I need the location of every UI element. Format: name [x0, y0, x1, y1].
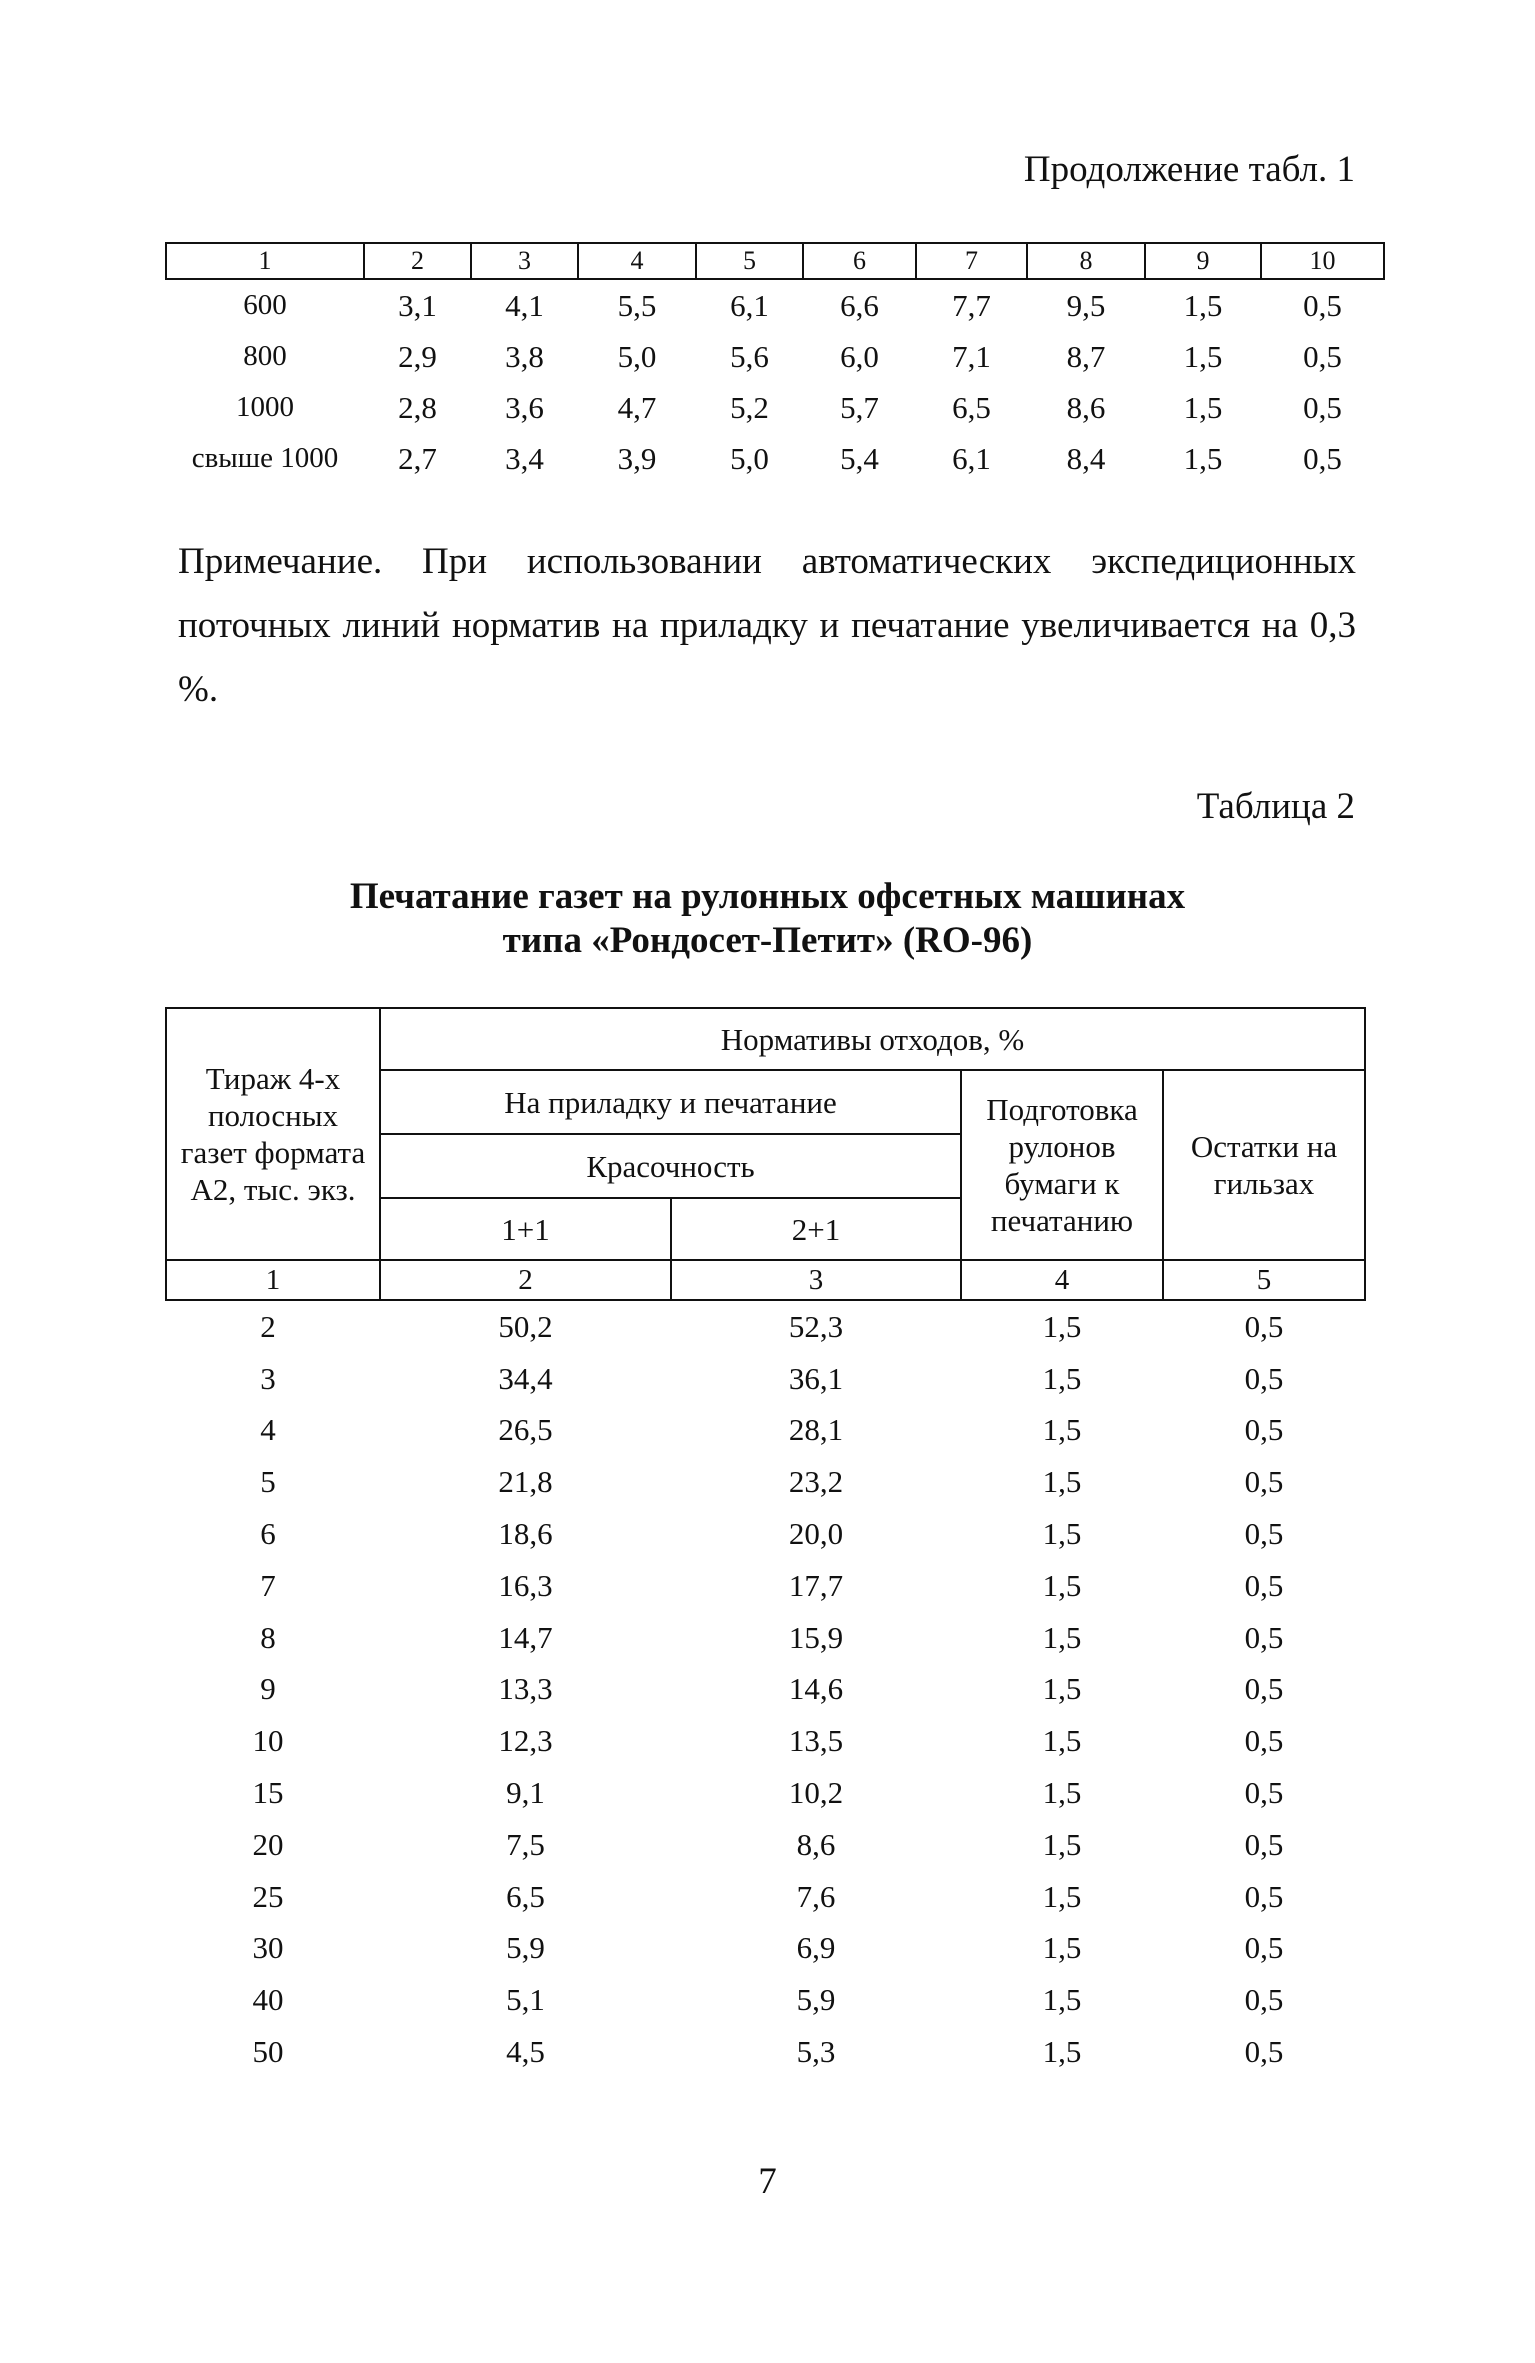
table-cell: 6,1 — [952, 440, 991, 476]
table-cell: 5,9 — [796, 1982, 836, 2018]
table-cell: 8,6 — [796, 1826, 836, 1862]
table-cell: 14,7 — [498, 1619, 553, 1655]
table-cell: 7 — [260, 1567, 276, 1603]
header-waste-norms: Нормативы отходов, % — [380, 1008, 1365, 1070]
table-cell: 12,3 — [498, 1723, 553, 1759]
table-cell: 0,5 — [1244, 1464, 1284, 1500]
table-cell: 1,5 — [1042, 1308, 1082, 1344]
table-cell: 0,5 — [1244, 2034, 1284, 2070]
table-cell: 3,9 — [617, 440, 657, 476]
table-2-column-number: 2 — [380, 1260, 671, 1300]
table-cell: 600 — [243, 289, 287, 321]
table-row — [166, 279, 1384, 331]
table-cell: 0,5 — [1244, 1878, 1284, 1914]
table-cell: 6,0 — [840, 338, 879, 374]
table-2-column-number: 1 — [166, 1260, 380, 1300]
table-cell: 2,8 — [398, 389, 437, 425]
table-row — [166, 1819, 1365, 1871]
table-cell: 0,5 — [1244, 1360, 1284, 1396]
table-cell: 5,7 — [840, 389, 879, 425]
table-cell: 10,2 — [788, 1775, 844, 1811]
table-cell: 0,5 — [1244, 1775, 1284, 1811]
table-cell: 3 — [260, 1360, 276, 1396]
table-row — [166, 1923, 1365, 1975]
table-cell: 0,5 — [1244, 1619, 1284, 1655]
table-row — [166, 1664, 1365, 1716]
table-cell: 5,5 — [617, 287, 657, 323]
table-cell: 0,5 — [1244, 1308, 1284, 1344]
header-colors-2-1: 2+1 — [671, 1198, 961, 1260]
table-cell: 25 — [252, 1878, 284, 1914]
table-cell: 17,7 — [788, 1567, 844, 1603]
table-2-column-number: 5 — [1163, 1260, 1365, 1300]
table-cell: 18,6 — [498, 1516, 553, 1552]
table-row — [166, 1456, 1365, 1508]
table-cell: 20,0 — [788, 1516, 844, 1552]
table-row — [166, 1405, 1365, 1457]
table-cell: 50,2 — [498, 1308, 553, 1344]
table-cell: 5 — [260, 1464, 276, 1500]
table-cell: 34,4 — [498, 1360, 553, 1396]
table-cell: 50 — [252, 2034, 284, 2070]
table-cell: 0,5 — [1244, 1516, 1284, 1552]
table-cell: 1,5 — [1042, 1775, 1082, 1811]
table-cell: 2,7 — [398, 440, 437, 476]
table-2 — [165, 1007, 1366, 2078]
table-row — [166, 433, 1384, 484]
table-row — [166, 1560, 1365, 1612]
table-cell: 15,9 — [788, 1619, 844, 1655]
table-row — [166, 1612, 1365, 1664]
table-cell: 9,5 — [1066, 287, 1106, 323]
table-cell: 14,6 — [788, 1671, 844, 1707]
header-colors-1-1: 1+1 — [380, 1198, 671, 1260]
table-1-column-number: 9 — [1145, 243, 1261, 279]
table-row — [166, 1767, 1365, 1819]
table-row — [166, 1508, 1365, 1560]
header-makeready-printing: На приладку и печатание — [380, 1070, 961, 1134]
table-cell: 0,5 — [1244, 1723, 1284, 1759]
table-cell: 1,5 — [1183, 440, 1223, 476]
table-cell: 3,8 — [505, 338, 544, 374]
table-cell: 26,5 — [498, 1412, 553, 1448]
table-cell: 1,5 — [1042, 1412, 1082, 1448]
table-cell: 52,3 — [788, 1308, 844, 1344]
table-cell: 0,5 — [1244, 1671, 1284, 1707]
table-cell: 4,1 — [505, 287, 544, 323]
table-2-column-numbers — [166, 1260, 1365, 1300]
table-cell: 4 — [260, 1412, 276, 1448]
table-cell: 0,5 — [1303, 440, 1342, 476]
table-1-column-number: 2 — [364, 243, 471, 279]
table-row — [166, 1974, 1365, 2026]
table-cell: 7,7 — [952, 287, 991, 323]
table-cell: 8,7 — [1066, 338, 1106, 374]
table-cell: свыше 1000 — [191, 442, 339, 474]
table-cell: 1000 — [236, 391, 294, 423]
table-cell: 0,5 — [1244, 1826, 1284, 1862]
table-cell: 1,5 — [1042, 1464, 1082, 1500]
table-cell: 3,1 — [398, 287, 437, 323]
table-cell: 6,9 — [796, 1930, 836, 1966]
table-cell: 0,5 — [1244, 1982, 1284, 2018]
table-cell: 9 — [260, 1671, 276, 1707]
table-1-header-row — [166, 243, 1384, 279]
table-1-column-number: 8 — [1027, 243, 1145, 279]
table-cell: 1,5 — [1183, 338, 1223, 374]
table-cell: 36,1 — [788, 1360, 844, 1396]
table-cell: 6,5 — [506, 1878, 545, 1914]
table-2-title — [0, 875, 1535, 963]
table-cell: 6,1 — [730, 287, 769, 323]
table-cell: 1,5 — [1042, 1723, 1082, 1759]
table-row — [166, 1715, 1365, 1767]
table-cell: 21,8 — [498, 1464, 553, 1500]
table-1-continuation — [165, 242, 1385, 484]
table-cell: 7,5 — [506, 1826, 545, 1862]
table-cell: 1,5 — [1042, 1671, 1082, 1707]
table-cell: 1,5 — [1183, 389, 1223, 425]
table-cell: 3,4 — [505, 440, 544, 476]
table-cell: 2,9 — [398, 338, 437, 374]
header-core-remains: Остатки на гильзах — [1163, 1070, 1365, 1260]
table-cell: 1,5 — [1042, 1360, 1082, 1396]
table-cell: 1,5 — [1042, 1567, 1082, 1603]
table-cell: 1,5 — [1042, 1826, 1082, 1862]
table-row — [166, 1353, 1365, 1405]
table-cell: 5,1 — [506, 1982, 545, 2018]
header-circulation: Тираж 4-х полосных газет формата А2, тыс. экз. — [166, 1008, 380, 1260]
page-number: 7 — [758, 2161, 777, 2202]
table-cell: 8 — [260, 1619, 276, 1655]
table-cell: 6,6 — [840, 287, 879, 323]
table-cell: 40 — [252, 1982, 284, 2018]
table-cell: 5,0 — [730, 440, 769, 476]
table-1-column-number: 10 — [1261, 243, 1384, 279]
table-cell: 5,2 — [730, 389, 769, 425]
table-cell: 1,5 — [1042, 1878, 1082, 1914]
table-cell: 6 — [260, 1516, 276, 1552]
table-1-note: Примечание. При использовании автоматических экспедиционных поточных линий норматив на приладку и печатание увеличивается на 0,3 %. — [178, 541, 1356, 710]
table-cell: 3,6 — [505, 389, 544, 425]
table-cell: 1,5 — [1042, 1516, 1082, 1552]
header-roll-preparation: Подготовка рулонов бумаги к печатанию — [961, 1070, 1163, 1260]
table-cell: 4,7 — [617, 389, 657, 425]
header-colors: Красочность — [380, 1134, 961, 1198]
table-cell: 1,5 — [1183, 287, 1223, 323]
table-cell: 5,6 — [730, 338, 769, 374]
table-cell: 0,5 — [1303, 338, 1342, 374]
continuation-title: Продолжение табл. 1 — [1023, 149, 1355, 190]
table-cell: 0,5 — [1303, 389, 1342, 425]
table-1-column-number: 7 — [916, 243, 1027, 279]
table-cell: 8,6 — [1066, 389, 1106, 425]
table-cell: 10 — [252, 1723, 284, 1759]
table-cell: 1,5 — [1042, 1982, 1082, 2018]
table-cell: 1,5 — [1042, 1930, 1082, 1966]
table-cell: 5,3 — [796, 2034, 836, 2070]
table-row — [166, 331, 1384, 382]
table-row — [166, 382, 1384, 433]
table-cell: 30 — [252, 1930, 284, 1966]
table-cell: 16,3 — [498, 1567, 553, 1603]
table-row — [166, 1871, 1365, 1923]
table-cell: 7,6 — [796, 1878, 836, 1914]
table-1-column-number: 3 — [471, 243, 578, 279]
table-1-column-number: 4 — [578, 243, 696, 279]
table-2-column-number: 4 — [961, 1260, 1163, 1300]
table-cell: 5,0 — [617, 338, 657, 374]
table-cell: 28,1 — [788, 1412, 844, 1448]
table-cell: 15 — [252, 1775, 284, 1811]
table-cell: 20 — [252, 1826, 284, 1862]
table-cell: 2 — [260, 1308, 276, 1344]
table-cell: 9,1 — [506, 1775, 545, 1811]
table-cell: 13,3 — [498, 1671, 553, 1707]
table-cell: 0,5 — [1244, 1412, 1284, 1448]
table-cell: 13,5 — [788, 1723, 844, 1759]
table-cell: 5,4 — [840, 440, 879, 476]
table-cell: 0,5 — [1244, 1567, 1284, 1603]
table-cell: 800 — [243, 340, 287, 372]
table-cell: 1,5 — [1042, 2034, 1082, 2070]
table-2-title-line-2: типа «Рондосет-Петит» (RO-96) — [502, 920, 1033, 961]
table-cell: 8,4 — [1066, 440, 1106, 476]
table-cell: 1,5 — [1042, 1619, 1082, 1655]
table-2-label: Таблица 2 — [1196, 786, 1355, 827]
table-cell: 23,2 — [788, 1464, 844, 1500]
table-cell: 7,1 — [952, 338, 991, 374]
table-cell: 0,5 — [1244, 1930, 1284, 1966]
table-cell: 6,5 — [952, 389, 991, 425]
table-row — [166, 1300, 1365, 1353]
table-2-column-number: 3 — [671, 1260, 961, 1300]
table-1-column-number: 1 — [166, 243, 364, 279]
table-1-column-number: 5 — [696, 243, 803, 279]
table-1-column-number: 6 — [803, 243, 916, 279]
table-cell: 0,5 — [1303, 287, 1342, 323]
table-cell: 5,9 — [506, 1930, 545, 1966]
table-row — [166, 2026, 1365, 2078]
table-cell: 4,5 — [506, 2034, 545, 2070]
table-2-title-line-1: Печатание газет на рулонных офсетных машинах — [349, 876, 1186, 917]
